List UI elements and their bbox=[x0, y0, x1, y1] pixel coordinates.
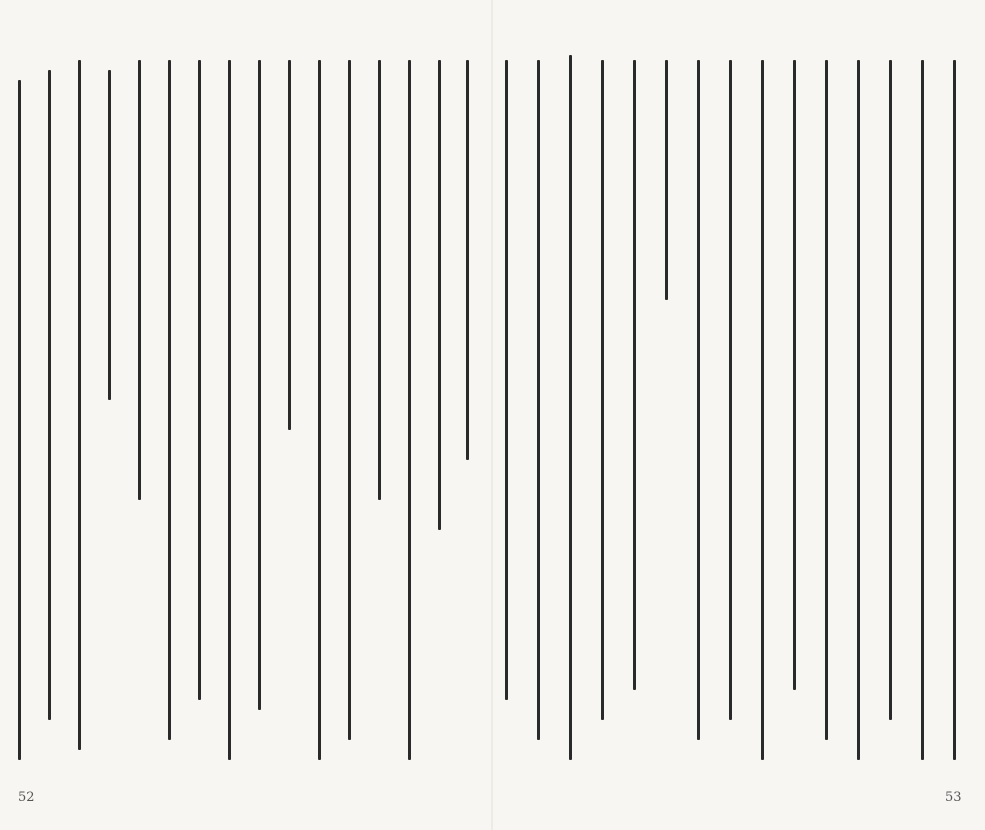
text-column bbox=[761, 60, 764, 760]
right-page bbox=[493, 0, 985, 830]
text-column bbox=[921, 60, 924, 760]
text-column bbox=[857, 60, 860, 760]
text-column bbox=[793, 60, 796, 690]
text-column bbox=[18, 80, 21, 760]
text-column bbox=[729, 60, 732, 720]
text-column bbox=[348, 60, 351, 740]
text-column bbox=[889, 60, 892, 720]
text-column bbox=[825, 60, 828, 740]
text-column bbox=[505, 60, 508, 700]
text-column bbox=[318, 60, 321, 760]
text-column bbox=[665, 60, 668, 300]
text-column bbox=[48, 70, 51, 720]
text-column bbox=[138, 60, 141, 500]
text-column bbox=[198, 60, 201, 700]
page-number-left: 52 bbox=[18, 790, 35, 805]
text-column bbox=[228, 60, 231, 760]
text-column bbox=[438, 60, 441, 530]
text-column bbox=[258, 60, 261, 710]
text-column bbox=[697, 60, 700, 740]
text-column bbox=[78, 60, 81, 750]
text-column bbox=[408, 60, 411, 760]
left-page bbox=[0, 0, 492, 830]
text-column bbox=[953, 60, 956, 760]
text-column bbox=[108, 70, 111, 400]
page-number-right: 53 bbox=[945, 790, 962, 805]
text-column bbox=[601, 60, 604, 720]
text-column bbox=[288, 60, 291, 430]
text-column bbox=[569, 55, 572, 760]
text-column bbox=[633, 60, 636, 690]
text-column bbox=[378, 60, 381, 500]
text-column bbox=[537, 60, 540, 740]
text-column bbox=[168, 60, 171, 740]
text-column bbox=[466, 60, 469, 460]
